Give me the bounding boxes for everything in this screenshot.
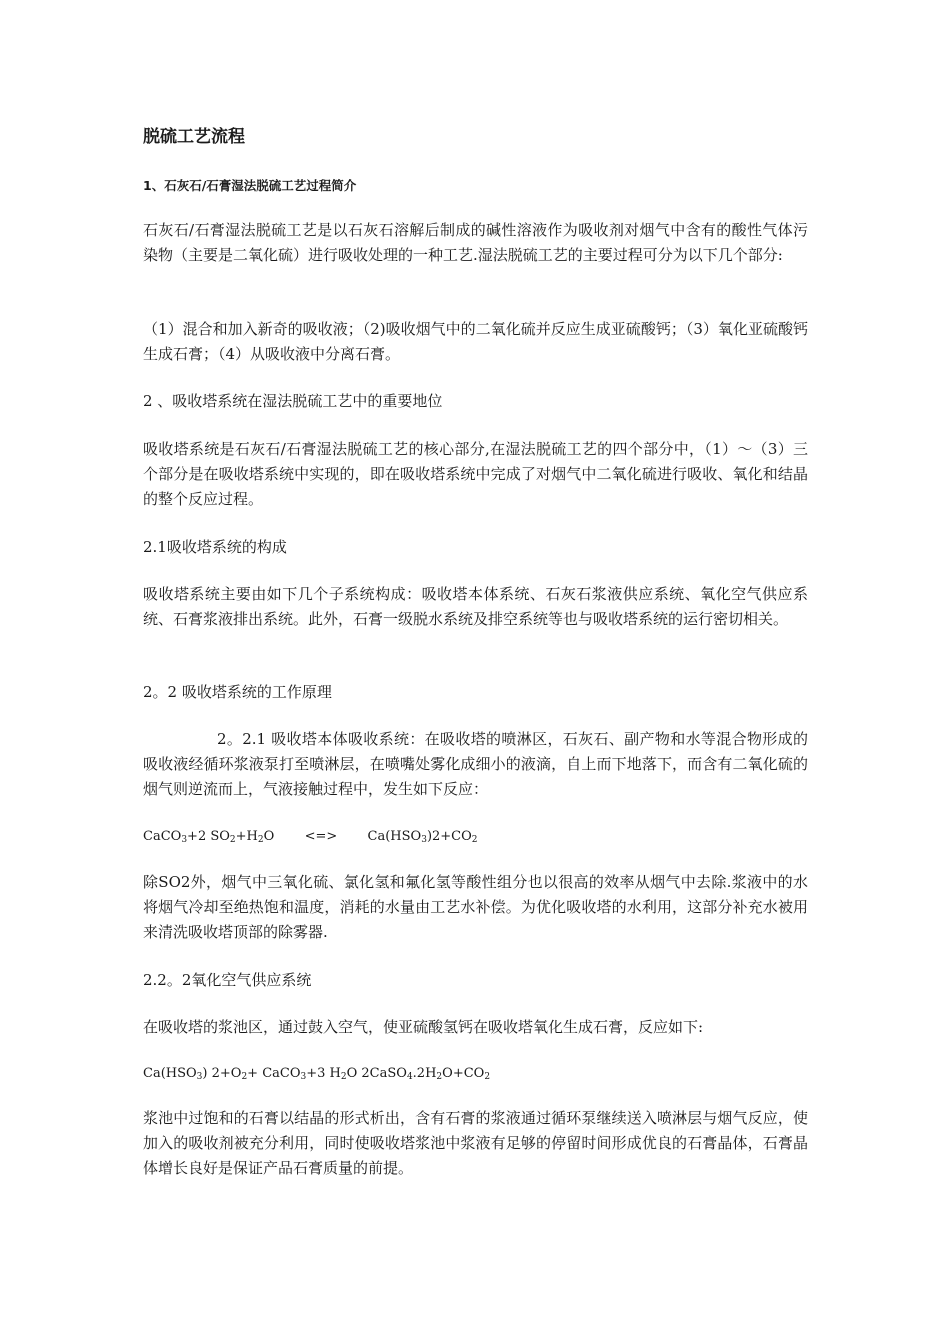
formula-term: O 2CaSO — [346, 1066, 407, 1081]
formula-term: ) 2+O — [202, 1066, 242, 1081]
paragraph-acid-removal: 除SO2外，烟气中三氧化硫、氯化氢和氟化氢等酸性组分也以很高的效率从烟气中去除.浆液中的水将烟气冷却至绝热饱和温度，消耗的水量由工艺水补偿。为优化吸收塔的水利用，这部分补充水被用来清洗吸收塔顶部的除雾器. — [143, 873, 808, 941]
section-2-2-2-heading: 2.2。2氧化空气供应系统 — [143, 971, 312, 989]
formula-subscript: 2 — [229, 835, 236, 845]
formula-term: +2 SO — [187, 829, 230, 844]
formula-arrow: <=> — [304, 829, 338, 844]
document-title: 脱硫工艺流程 — [143, 127, 245, 147]
paragraph-absorber-principle: 2。2.1 吸收塔本体吸收系统：在吸收塔的喷淋区，石灰石、副产物和水等混合物形成的吸收液经循环浆液泵打至喷淋层，在喷嘴处雾化成细小的液滴，自上而下地落下，而含有二氧化硫的烟气则逆流而上，气液接触过程中，发生如下反应： — [143, 730, 808, 798]
formula-subscript: 3 — [196, 1072, 203, 1082]
formula-term: +3 H — [306, 1066, 341, 1081]
formula-subscript: 2 — [484, 1072, 491, 1082]
formula-term: O+CO — [442, 1066, 485, 1081]
section-2-1-heading: 2.1吸收塔系统的构成 — [143, 538, 287, 556]
formula-subscript: 2 — [471, 835, 478, 845]
formula-term: + CaCO — [247, 1066, 301, 1081]
formula-term: )2+CO — [426, 829, 472, 844]
formula-subscript: 2 — [340, 1072, 347, 1082]
formula-subscript: 2 — [257, 835, 264, 845]
formula-term: Ca(HSO — [143, 1066, 197, 1081]
formula-term: .2H — [412, 1066, 437, 1081]
formula-subscript: 3 — [421, 835, 427, 845]
formula-absorption-reaction — [143, 826, 478, 848]
section-2-2-heading: 2。2 吸收塔系统的工作原理 — [143, 683, 332, 701]
paragraph-absorber-role: 吸收塔系统是石灰石/石膏湿法脱硫工艺的核心部分,在湿法脱硫工艺的四个部分中，（1）～（3）三个部分是在吸收塔系统中实现的，即在吸收塔系统中完成了对烟气中二氧化硫进行吸收、氧化和结晶的整个反应过程。 — [143, 440, 808, 508]
formula-subscript: 2 — [436, 1072, 443, 1082]
paragraph-gypsum-crystallization: 浆池中过饱和的石膏以结晶的形式析出，含有石膏的浆液通过循环泵继续送入喷淋层与烟气反应，使加入的吸收剂被充分利用，同时使吸收塔浆池中浆液有足够的停留时间形成优良的石膏晶体，石膏晶体增长良好是保证产品石膏质量的前提。 — [143, 1109, 808, 1177]
formula-term: O — [263, 829, 275, 844]
section-1-heading: 1、石灰石/石膏湿法脱硫工艺过程简介 — [143, 178, 357, 193]
paragraph-intro: 石灰石/石膏湿法脱硫工艺是以石灰石溶解后制成的碱性溶液作为吸收剂对烟气中含有的酸性气体污染物（主要是二氧化硫）进行吸收处理的一种工艺.湿法脱硫工艺的主要过程可分为以下几个部分: — [143, 221, 808, 264]
formula-oxidation-reaction — [143, 1063, 490, 1085]
formula-subscript: 3 — [300, 1072, 307, 1082]
formula-subscript: 4 — [406, 1072, 413, 1082]
paragraph-absorber-composition: 吸收塔系统主要由如下几个子系统构成：吸收塔本体系统、石灰石浆液供应系统、氧化空气供应系统、石膏浆液排出系统。此外，石膏一级脱水系统及排空系统等也与吸收塔系统的运行密切相关。 — [143, 585, 808, 628]
paragraph-oxidation-intro: 在吸收塔的浆池区，通过鼓入空气，使亚硫酸氢钙在吸收塔氧化生成石膏，反应如下: — [143, 1018, 704, 1036]
paragraph-process-steps: （1）混合和加入新奇的吸收液；（2)吸收烟气中的二氧化硫并反应生成亚硫酸钙；（3）氧化亚硫酸钙生成石膏；（4）从吸收液中分离石膏。 — [143, 320, 808, 363]
formula-subscript: 3 — [181, 835, 188, 845]
formula-term: CaCO — [143, 829, 182, 844]
formula-term: Ca(HSO — [367, 829, 422, 844]
section-2-heading: 2 、吸收塔系统在湿法脱硫工艺中的重要地位 — [143, 392, 443, 410]
formula-term: +H — [235, 829, 258, 844]
formula-subscript: 2 — [241, 1072, 248, 1082]
